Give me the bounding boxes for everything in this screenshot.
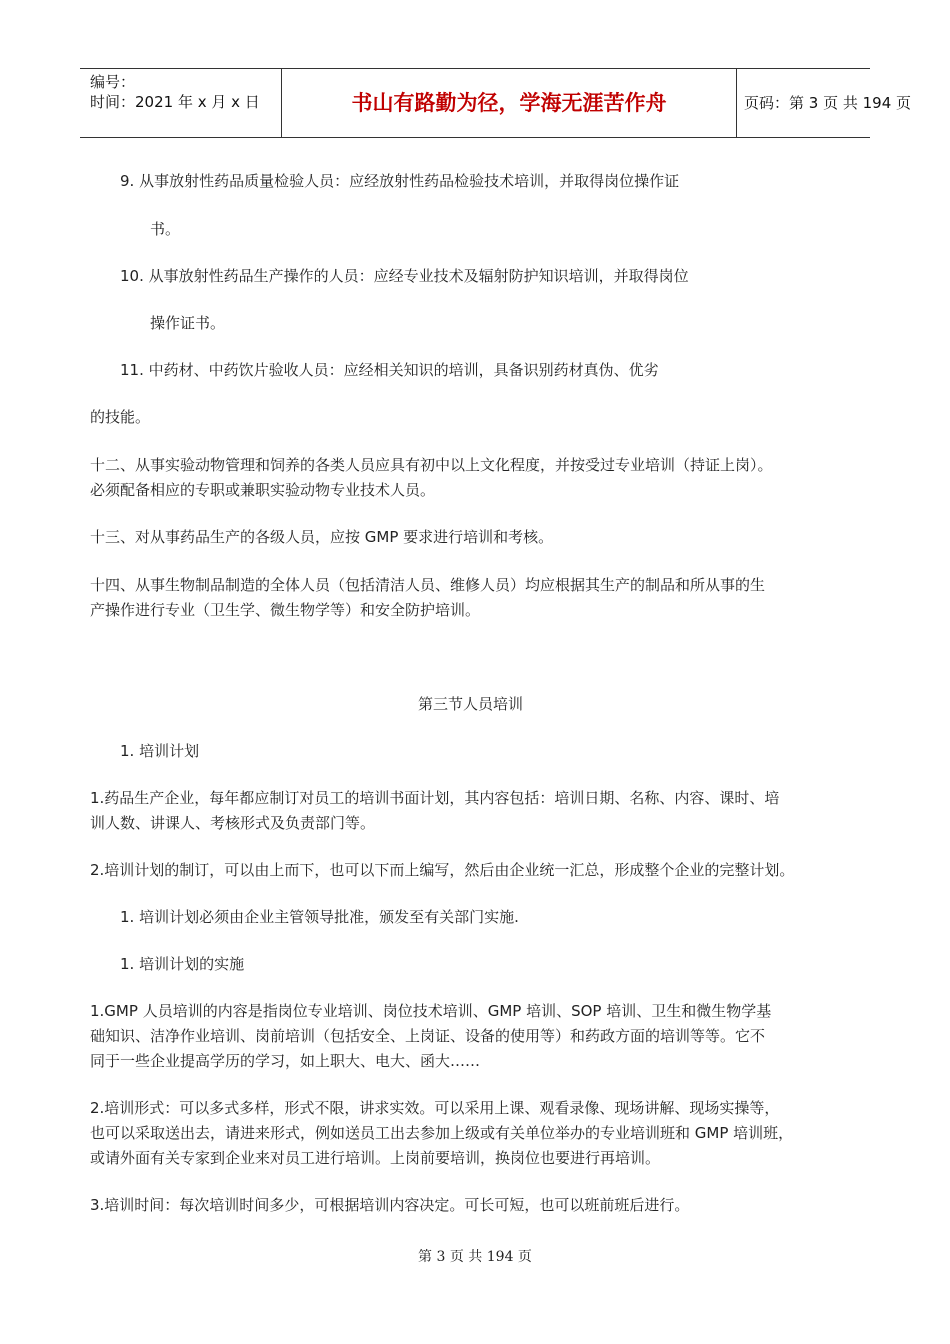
plan-paragraph-1-line-1: 1.药品生产企业，每年都应制订对员工的培训书面计划，其内容包括：培训日期、名称、内容、课时、培 — [90, 789, 780, 807]
impl-paragraph-1-line-2: 础知识、洁净作业培训、岗前培训（包括安全、上岗证、设备的使用等）和药政方面的培训等等。它不 — [90, 1027, 766, 1045]
heading-plan-approval: 1. 培训计划必须由企业主管领导批准，颁发至有关部门实施. — [120, 908, 519, 926]
item-9-line-2: 书。 — [150, 220, 181, 238]
section-title: 第三节人员培训 — [418, 695, 524, 713]
impl-paragraph-2-line-1: 2.培训形式：可以多式多样，形式不限，讲求实效。可以采用上课、观看录像、现场讲解、现场实操等， — [90, 1099, 780, 1117]
plan-paragraph-2: 2.培训计划的制订，可以由上而下，也可以下而上编写，然后由企业统一汇总，形成整个企业的完整计划。 — [90, 861, 795, 879]
document-date-label: 时间：2021 年 x 月 x 日 — [90, 93, 260, 111]
page-footer: 第 3 页 共 194 页 — [418, 1249, 532, 1265]
item-10-line-2: 操作证书。 — [150, 314, 226, 332]
plan-paragraph-1-line-2: 训人数、讲课人、考核形式及负责部门等。 — [90, 814, 376, 832]
impl-paragraph-3: 3.培训时间：每次培训时间多少，可根据培训内容决定。可长可短，也可以班前班后进行。 — [90, 1196, 690, 1214]
item-9-line-1: 9. 从事放射性药品质量检验人员：应经放射性药品检验技术培训，并取得岗位操作证 — [120, 172, 680, 190]
page-header — [80, 68, 912, 138]
impl-paragraph-1-line-1: 1.GMP 人员培训的内容是指岗位专业培训、岗位技术培训、GMP 培训、SOP 培训、卫生和微生物学基 — [90, 1002, 772, 1020]
paragraph-13: 十三、对从事药品生产的各级人员，应按 GMP 要求进行培训和考核。 — [90, 528, 554, 546]
paragraph-12-line-2: 必须配备相应的专职或兼职实验动物专业技术人员。 — [90, 481, 436, 499]
paragraph-14-line-1: 十四、从事生物制品制造的全体人员（包括清洁人员、维修人员）均应根据其生产的制品和所从事的生 — [90, 576, 766, 594]
header-page-cell — [736, 69, 912, 137]
heading-plan-implementation: 1. 培训计划的实施 — [120, 955, 245, 973]
header-motto-cell — [281, 69, 737, 137]
paragraph-14-line-2: 产操作进行专业（卫生学、微生物学等）和安全防护培训。 — [90, 601, 481, 619]
heading-training-plan: 1. 培训计划 — [120, 742, 200, 760]
impl-paragraph-1-line-3: 同于一些企业提高学历的学习，如上职大、电大、函大…… — [90, 1052, 481, 1070]
impl-paragraph-2-line-3: 或请外面有关专家到企业来对员工进行培训。上岗前要培训，换岗位也要进行再培训。 — [90, 1149, 661, 1167]
paragraph-12-line-1: 十二、从事实验动物管理和饲养的各类人员应具有初中以上文化程度，并按受过专业培训（持证上岗）。 — [90, 456, 773, 474]
item-10-line-1: 10. 从事放射性药品生产操作的人员：应经专业技术及辐射防护知识培训，并取得岗位 — [120, 267, 689, 285]
header-motto: 书山有路勤为径，学海无涯苦作舟 — [351, 90, 667, 115]
item-11-line-1: 11. 中药材、中药饮片验收人员：应经相关知识的培训，具备识别药材真伪、优劣 — [120, 361, 659, 379]
item-11-line-2: 的技能。 — [90, 408, 151, 426]
document-number-label: 编号： — [90, 73, 136, 91]
impl-paragraph-2-line-2: 也可以采取送出去，请进来形式，例如送员工出去参加上级或有关单位举办的专业培训班和 GMP 培训班， — [90, 1124, 794, 1142]
header-meta-cell — [80, 69, 281, 137]
header-page-number: 页码：第 3 页 共 194 页 — [744, 94, 912, 112]
